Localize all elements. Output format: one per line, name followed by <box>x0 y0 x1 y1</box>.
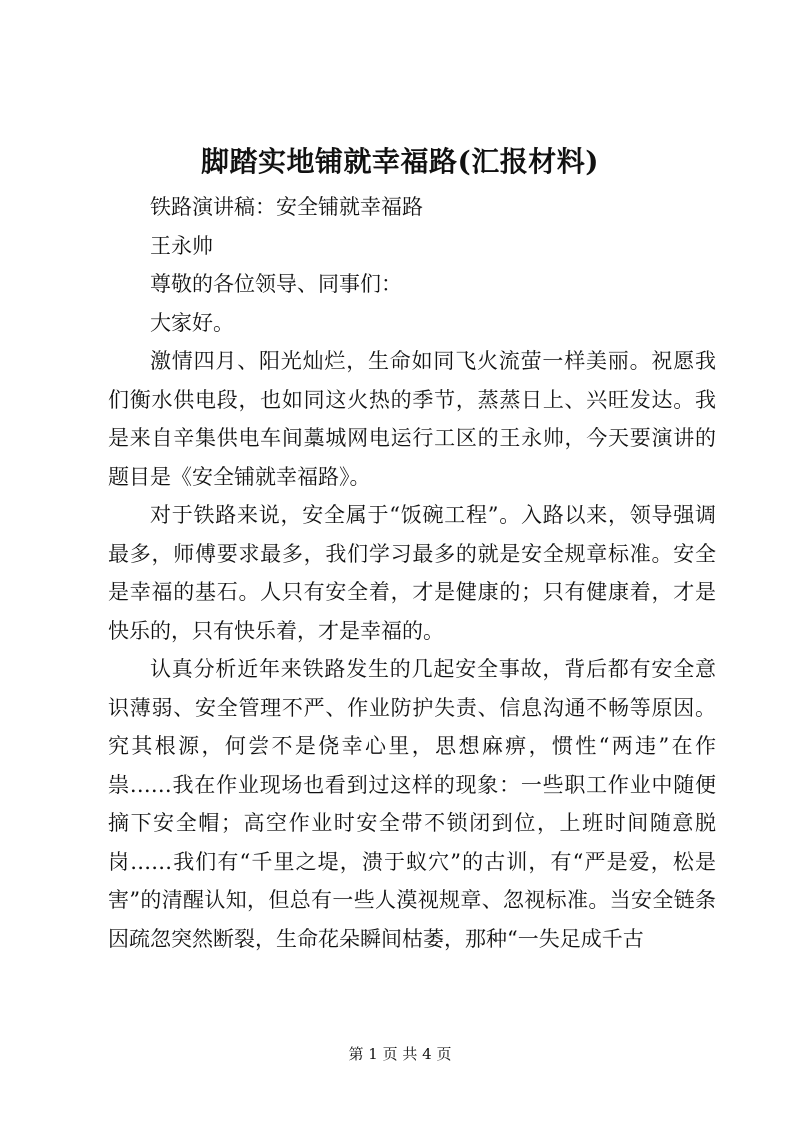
document-title: 脚踏实地铺就幸福路(汇报材料) <box>201 145 599 178</box>
salutation-line: 尊敬的各位领导、同事们： <box>150 272 402 296</box>
document-body <box>108 188 716 958</box>
body-paragraph: 认真分析近年来铁路发生的几起安全事故，背后都有安全意识薄弱、安全管理不严、作业防护失责、信息沟通不畅等原因。究其根源，何尝不是侥幸心里，思想麻痹，惯性“两违”在作祟……我在作业现场也看到过这样的现象：一些职工作业中随便摘下安全帽；高空作业时安全带不锁闭到位，上班时间随意脱岗……我们有“千里之堤，溃于蚁穴”的古训，有“严是爱，松是害”的清醒认知，但总有一些人漠视规章、忽视标准。当安全链条因疏忽突然断裂，生命花朵瞬间枯萎，那种“一失足成千古 <box>108 657 716 951</box>
body-paragraph: 对于铁路来说，安全属于“饭碗工程”。入路以来，领导强调最多，师傅要求最多，我们学习最多的就是安全规章标准。安全是幸福的基石。人只有安全着，才是健康的；只有健康着，才是快乐的，只有快乐着，才是幸福的。 <box>108 503 716 643</box>
page-footer: 第 1 页 共 4 页 <box>348 1045 452 1063</box>
author-line: 王永帅 <box>150 233 213 258</box>
greeting-line: 大家好。 <box>150 310 234 335</box>
speech-title-line: 铁路演讲稿：安全铺就幸福路 <box>150 195 423 219</box>
body-paragraph: 激情四月、阳光灿烂，生命如同飞火流萤一样美丽。祝愿我们衡水供电段，也如同这火热的季节，蒸蒸日上、兴旺发达。我是来自辛集供电车间藁城网电运行工区的王永帅，今天要演讲的题目是《安全铺就幸福路》。 <box>108 349 716 489</box>
